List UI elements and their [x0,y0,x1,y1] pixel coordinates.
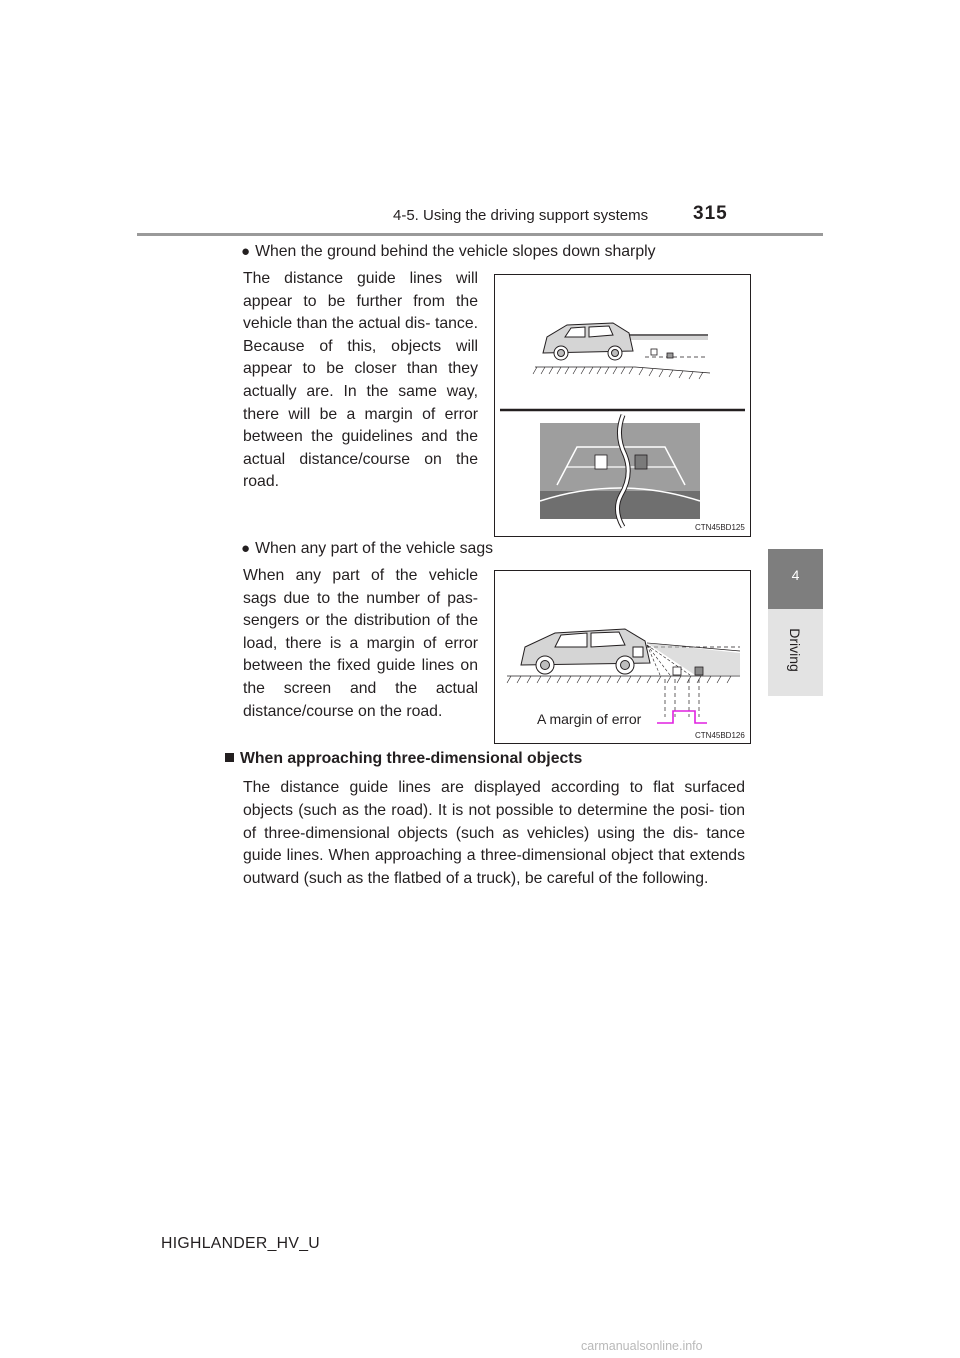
square-bullet-icon [225,753,234,762]
section-heading [225,750,582,768]
header-divider [137,233,823,236]
slope-description: The distance guide lines will appear to be further from the vehicle than the actual dis- tance. Because of this, objects will appear to be closer than they actually are. In the same way, there will be a margin of error between the guidelines and the actual distance/course on the road. [243,270,478,491]
watermark: carmanualsonline.info [581,1339,703,1353]
figure-code: CTN45BD126 [695,731,745,740]
figure-code: CTN45BD125 [695,523,745,532]
margin-of-error-label: A margin of error [537,711,642,727]
sags-description: When any part of the vehicle sags due to the number of pas- sengers or the distribution of the load, there is a margin of error between the fixed guide lines on the screen and the actual distance/course on the road. [243,567,478,720]
bullet-heading-sags [241,540,493,558]
figure-slope-diagram [494,274,751,537]
header-section-title: 4-5. Using the driving support systems [393,207,649,224]
chapter-number: 4 [791,567,800,583]
slope-illustration [495,275,750,536]
footer-model: HIGHLANDER_HV_U [161,1235,320,1252]
section-body: The distance guide lines are displayed according to flat surfaced objects (such as the road). It is not possible to determine the posi- tion of three-dimensional objects (such as vehicles) using the dis- tance guide lines. When approaching a three-dimensional object that extends outward (such as the flatbed of a truck), be careful of the following. [243,779,745,888]
bullet-heading-text: When any part of the vehicle sags [255,540,494,557]
figure-sags-diagram [494,570,751,744]
bullet-heading-text: When the ground behind the vehicle slopes down sharply [255,243,656,260]
section-heading-text: When approaching three-dimensional objects [240,750,583,767]
bullet-icon: ● [241,243,251,260]
page-number: 315 [693,203,728,224]
bullet-heading-slope [241,243,656,261]
bullet-icon: ● [241,540,251,557]
chapter-label: Driving [787,628,803,672]
chapter-tab [768,549,823,609]
